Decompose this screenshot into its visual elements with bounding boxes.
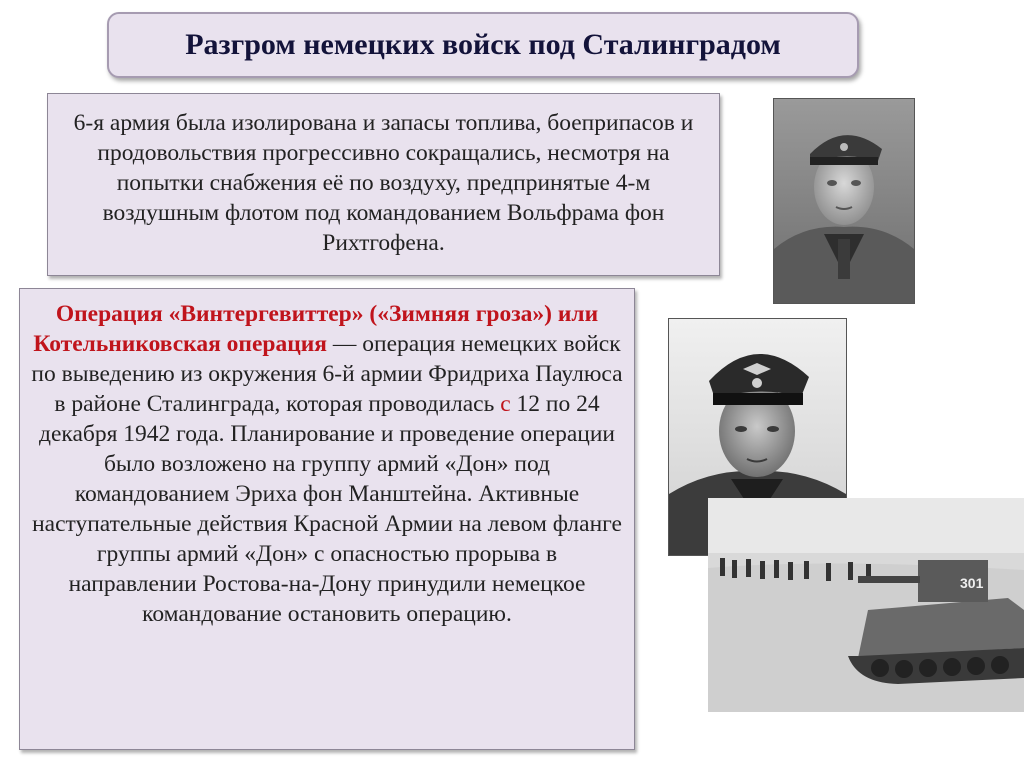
text-panel-main <box>19 288 635 750</box>
slide-title: Разгром немецких войск под Сталинградом <box>107 12 859 78</box>
winter-tank-photo <box>708 498 1024 712</box>
portrait-officer-icon <box>774 99 914 303</box>
paragraph-top: 6-я армия была изолирована и запасы топлива, боеприпасов и продовольствия прогрессивно сокращались, несмотря на попытки снабжения её по воздуху, предпринятые 4-м воздушным флотом под командованием Вольфрама фон Рихтгофена. <box>73 110 694 256</box>
paragraph-main-part1: — операция немецких войск по выведению из окружения 6-й армии Фридриха Паулюса в районе Сталинграда, которая проводилась <box>31 331 623 417</box>
portrait-officer-photo <box>773 98 915 304</box>
highlight-letter: с <box>500 391 511 417</box>
operation-name: Операция «Винтергевиттер» («Зимняя гроза») или Котельниковская операция <box>33 301 599 357</box>
paragraph-main-part2: 12 по 24 декабря 1942 года. Планирование и проведение операции было возложено на группу армий «Дон» под командованием Эриха фон Манштейна. Активные наступательные действия Красной Армии на левом фланге группы армий «Дон» с опасностью прорыва в направлении Ростова-на-Дону принудили немецкое командование остановить операцию. <box>32 391 622 627</box>
winter-tank-column-icon <box>708 498 1024 712</box>
tank-marking: 301 <box>960 575 984 591</box>
text-panel-top <box>47 93 720 276</box>
